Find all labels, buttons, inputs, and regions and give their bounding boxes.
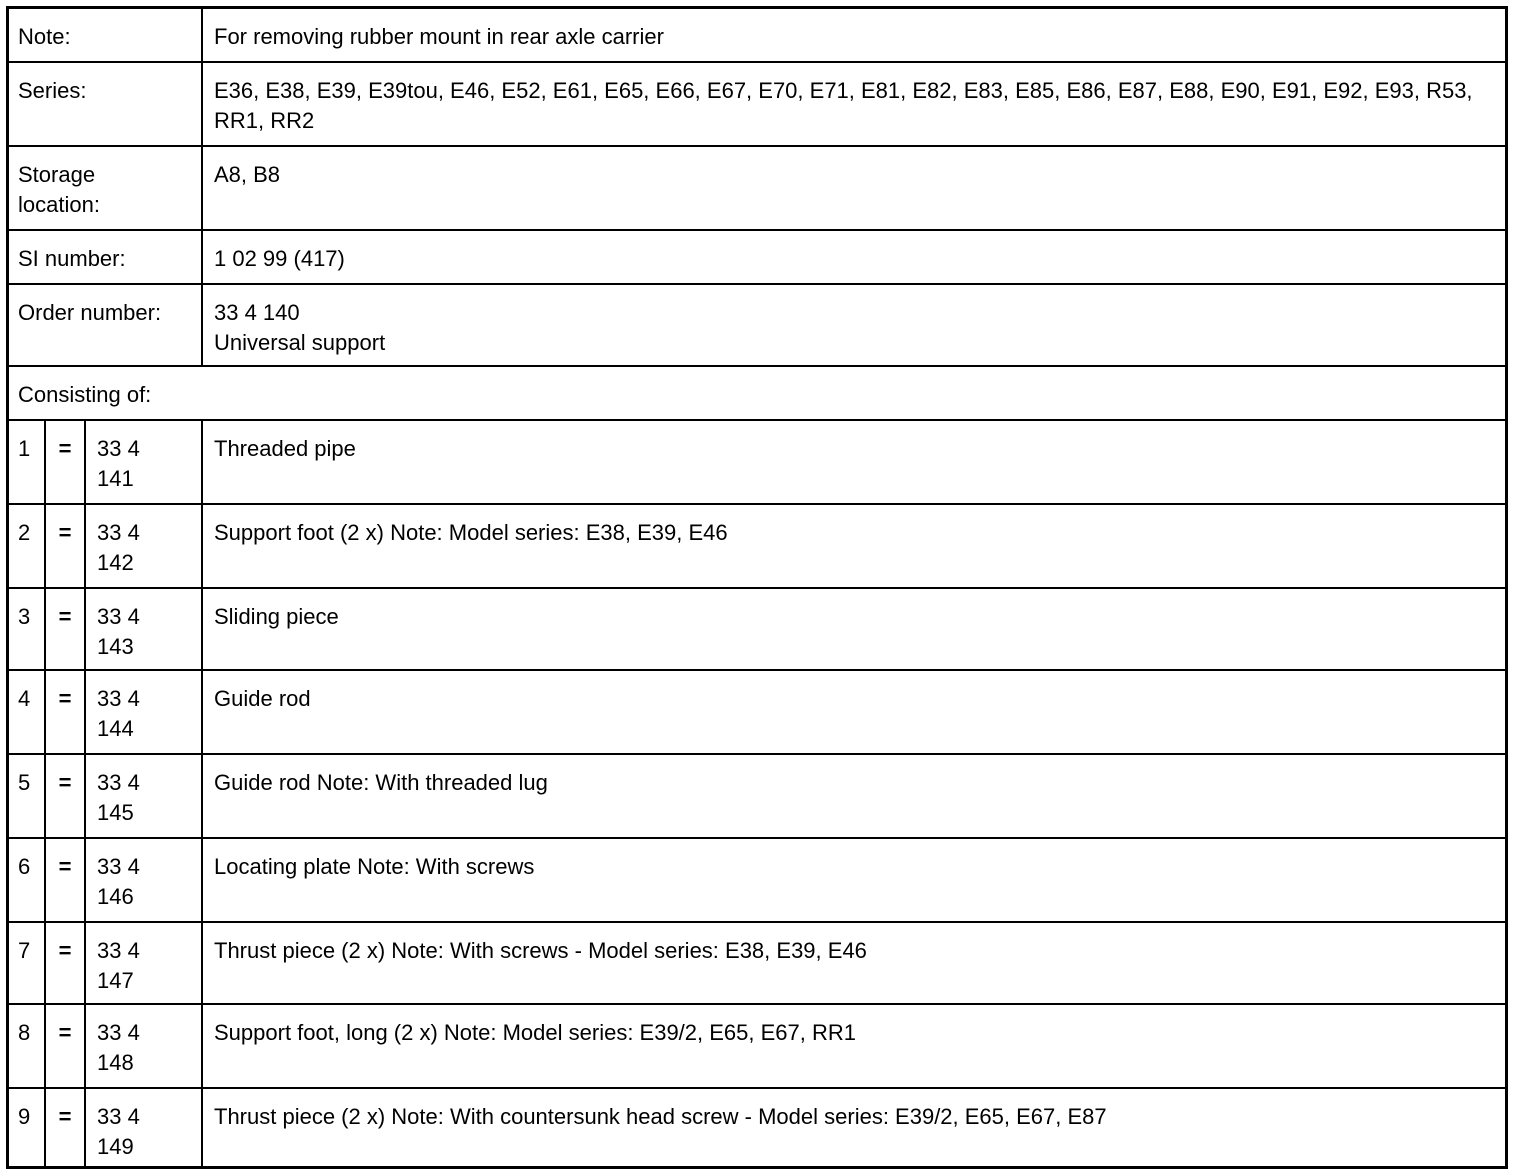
note-value: For removing rubber mount in rear axle carrier [214,24,664,49]
si-number-label: SI number: [9,231,203,283]
part-row-4 [9,671,1505,755]
order-number-value: 33 4 140 Universal support [214,300,386,355]
part-code: 33 4 148 [86,1005,203,1087]
part-symbol: = [46,839,86,921]
part-symbol: = [46,589,86,669]
part-code: 33 4 145 [86,755,203,837]
part-symbol: = [46,1089,86,1166]
part-number: 8 [9,1005,46,1087]
part-number: 4 [9,671,46,753]
special-tool-table [6,6,1508,1169]
part-description: Locating plate Note: With screws [214,854,535,879]
part-number: 1 [9,421,46,503]
part-row-2 [9,505,1505,589]
part-number: 5 [9,755,46,837]
part-number: 6 [9,839,46,921]
part-row-5 [9,755,1505,839]
note-label: Note: [9,9,203,61]
series-row [9,63,1505,147]
note-row [9,9,1505,63]
part-symbol: = [46,755,86,837]
part-code: 33 4 144 [86,671,203,753]
part-description: Thrust piece (2 x) Note: With screws - Model series: E38, E39, E46 [214,938,867,963]
part-number: 3 [9,589,46,669]
part-description: Guide rod Note: With threaded lug [214,770,548,795]
part-row-8 [9,1005,1505,1089]
part-code: 33 4 143 [86,589,203,669]
part-symbol: = [46,671,86,753]
series-label: Series: [9,63,203,145]
part-row-3 [9,589,1505,671]
part-code: 33 4 146 [86,839,203,921]
consisting-row [9,367,1505,421]
part-symbol: = [46,421,86,503]
part-code: 33 4 149 [86,1089,203,1166]
part-number: 2 [9,505,46,587]
part-code: 33 4 142 [86,505,203,587]
part-symbol: = [46,923,86,1003]
part-code: 33 4 141 [86,421,203,503]
part-number: 7 [9,923,46,1003]
part-description: Support foot (2 x) Note: Model series: E38, E39, E46 [214,520,728,545]
order-number-row [9,285,1505,367]
part-description: Sliding piece [214,604,339,629]
storage-value: A8, B8 [214,162,281,187]
part-description: Thrust piece (2 x) Note: With countersunk head screw - Model series: E39/2, E65, E67, E87 [214,1104,1107,1129]
part-symbol: = [46,505,86,587]
si-number-value: 1 02 99 (417) [214,246,345,271]
si-number-row [9,231,1505,285]
consisting-label: Consisting of: [18,382,152,407]
order-number-label: Order number: [9,285,203,365]
part-row-9 [9,1089,1505,1166]
part-description: Threaded pipe [214,436,356,461]
series-value: E36, E38, E39, E39tou, E46, E52, E61, E65, E66, E67, E70, E71, E81, E82, E83, E85, E86, E87, E88, E90, E91, E92, E93, R53, RR1, RR2 [214,78,1479,133]
part-row-1 [9,421,1505,505]
part-description: Guide rod [214,686,311,711]
part-description: Support foot, long (2 x) Note: Model series: E39/2, E65, E67, RR1 [214,1020,857,1045]
part-row-7 [9,923,1505,1005]
part-symbol: = [46,1005,86,1087]
part-number: 9 [9,1089,46,1166]
part-code: 33 4 147 [86,923,203,1003]
storage-row [9,147,1505,231]
storage-label: Storage location: [9,147,203,229]
part-row-6 [9,839,1505,923]
